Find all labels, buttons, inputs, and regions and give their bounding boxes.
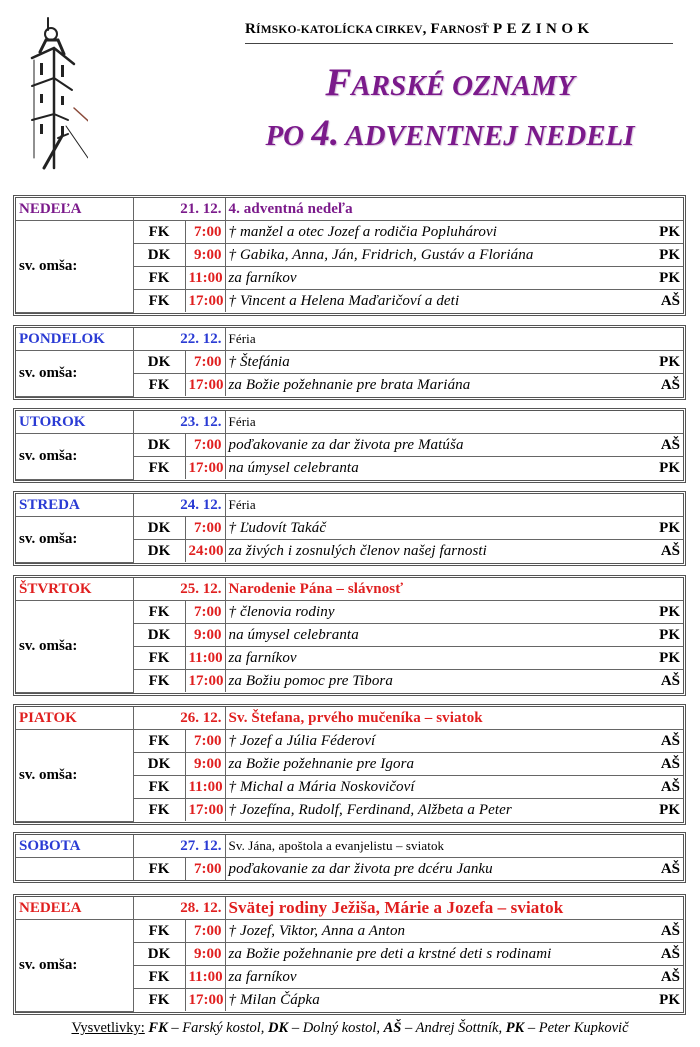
mass-location: DK: [133, 540, 185, 563]
mass-priest: AŠ: [655, 920, 683, 943]
mass-time: 17:00: [185, 989, 225, 1012]
day-table: [16, 411, 683, 480]
day-header-row: [16, 494, 683, 517]
mass-time: 9:00: [185, 624, 225, 647]
mass-time: 11:00: [185, 966, 225, 989]
day-date: 22. 12.: [133, 328, 225, 351]
mass-location: FK: [133, 457, 185, 480]
mass-label: sv. omša:: [16, 517, 133, 563]
mass-location: DK: [133, 624, 185, 647]
mass-row: [16, 920, 683, 943]
liturgical-day: 4. adventná nedeľa: [225, 198, 683, 221]
mass-priest: AŠ: [655, 776, 683, 799]
day-block: [13, 575, 686, 696]
mass-time: 11:00: [185, 267, 225, 290]
mass-priest: PK: [659, 459, 680, 476]
mass-label: [16, 858, 133, 881]
mass-location: FK: [133, 647, 185, 670]
mass-intention: † členovia rodiny: [225, 601, 655, 624]
mass-location: FK: [133, 858, 185, 881]
mass-time: 7:00: [185, 517, 225, 540]
mass-location: DK: [133, 244, 185, 267]
mass-time: 24:00: [185, 540, 225, 563]
day-name: PONDELOK: [16, 328, 133, 351]
day-name: SOBOTA: [16, 835, 133, 858]
mass-time: 7:00: [185, 351, 225, 374]
legend-abbr: AŠ: [383, 1020, 402, 1036]
day-name: NEDEĽA: [16, 897, 133, 920]
mass-priest: PK: [655, 601, 683, 624]
liturgical-day: Féria: [225, 328, 683, 351]
day-table: [16, 897, 683, 1012]
day-block: [13, 832, 686, 883]
mass-priest: AŠ: [655, 966, 683, 989]
mass-priest: PK: [659, 801, 680, 818]
day-header-row: [16, 707, 683, 730]
day-table: [16, 328, 683, 397]
mass-intention: poďakovanie za dar života pre Matúša: [225, 434, 655, 457]
day-name: UTOROK: [16, 411, 133, 434]
mass-row: [16, 601, 683, 624]
day-name: PIATOK: [16, 707, 133, 730]
legend-text: – Andrej Šottník,: [401, 1020, 506, 1036]
day-header-row: [16, 897, 683, 920]
mass-priest: AŠ: [655, 943, 683, 966]
legend-abbr: PK: [505, 1020, 525, 1036]
mass-location: FK: [133, 267, 185, 290]
mass-priest: AŠ: [660, 860, 680, 877]
mass-priest: PK: [655, 517, 683, 540]
legend-label: Vysvetlivky:: [71, 1020, 145, 1036]
mass-time: 7:00: [185, 434, 225, 457]
day-date: 26. 12.: [133, 707, 225, 730]
mass-location: FK: [133, 670, 185, 693]
mass-priest: PK: [655, 221, 683, 244]
mass-label: sv. omša:: [16, 730, 133, 822]
mass-row: [16, 858, 683, 881]
liturgical-day: Féria: [225, 411, 683, 434]
mass-time: 7:00: [185, 858, 225, 881]
day-name: NEDEĽA: [16, 198, 133, 221]
day-block: [13, 408, 686, 483]
day-table: [16, 578, 683, 693]
page-subtitle: PO 4. ADVENTNEJ NEDELI: [265, 113, 635, 154]
day-table: [16, 707, 683, 822]
day-table: [16, 835, 683, 880]
mass-location: FK: [133, 920, 185, 943]
mass-location: FK: [133, 290, 185, 313]
mass-intention: † Jozef a Júlia Féderoví: [225, 730, 655, 753]
mass-label: sv. omša:: [16, 221, 133, 313]
liturgical-day: Svätej rodiny Ježiša, Márie a Jozefa – sviatok: [225, 897, 683, 920]
mass-location: FK: [133, 776, 185, 799]
day-date: 28. 12.: [133, 897, 225, 920]
day-date: 24. 12.: [133, 494, 225, 517]
mass-location: FK: [133, 730, 185, 753]
mass-time: 9:00: [185, 753, 225, 776]
mass-location: FK: [133, 799, 185, 822]
mass-priest: AŠ: [655, 753, 683, 776]
mass-priest: AŠ: [660, 672, 680, 689]
mass-priest: AŠ: [660, 542, 680, 559]
mass-time: 9:00: [185, 244, 225, 267]
mass-location: DK: [133, 517, 185, 540]
mass-time: 7:00: [185, 601, 225, 624]
mass-intention: za farníkov: [225, 966, 655, 989]
legend-text: – Dolný kostol,: [288, 1020, 384, 1036]
day-header-row: [16, 198, 683, 221]
mass-time: 11:00: [185, 647, 225, 670]
legend: [0, 1020, 700, 1037]
mass-time: 7:00: [185, 221, 225, 244]
day-block: [13, 195, 686, 316]
mass-intention: na úmysel celebranta: [225, 624, 655, 647]
day-header-row: [16, 578, 683, 601]
church-tower-icon: [18, 8, 88, 178]
legend-text: – Farský kostol,: [167, 1020, 269, 1036]
church-header: RÍMSKO-KATOLÍCKA CIRKEV, FARNOSŤ PEZINOK: [245, 21, 594, 37]
mass-intention: † Štefánia: [225, 351, 655, 374]
mass-time: 17:00: [185, 457, 225, 480]
mass-priest: AŠ: [660, 376, 680, 393]
mass-intention: † Jozef, Viktor, Anna a Anton: [225, 920, 655, 943]
day-header-row: [16, 411, 683, 434]
liturgical-day: Sv. Štefana, prvého mučeníka – sviatok: [225, 707, 683, 730]
day-block: [13, 325, 686, 400]
liturgical-day: Féria: [225, 494, 683, 517]
mass-row: [16, 730, 683, 753]
header-divider: [245, 43, 673, 44]
mass-time: 9:00: [185, 943, 225, 966]
day-name: STREDA: [16, 494, 133, 517]
liturgical-day: Sv. Jána, apoštola a evanjelistu – sviatok: [225, 835, 683, 858]
mass-intention: † Gabika, Anna, Ján, Fridrich, Gustáv a Floriána: [225, 244, 655, 267]
mass-priest: PK: [659, 991, 680, 1008]
mass-intention: za Božie požehnanie pre brata Mariána: [225, 374, 655, 397]
parish-name: PEZINOK: [493, 21, 594, 37]
mass-location: FK: [133, 374, 185, 397]
day-date: 25. 12.: [133, 578, 225, 601]
mass-location: FK: [133, 221, 185, 244]
mass-time: 11:00: [185, 776, 225, 799]
page-title: FARSKÉ OZNAMY: [325, 61, 575, 104]
day-block: [13, 894, 686, 1015]
mass-priest: PK: [655, 624, 683, 647]
mass-intention: za farníkov: [225, 267, 655, 290]
legend-text: – Peter Kupkovič: [524, 1020, 629, 1036]
day-date: 27. 12.: [133, 835, 225, 858]
day-header-row: [16, 835, 683, 858]
mass-location: DK: [133, 434, 185, 457]
mass-intention: † Michal a Mária Noskovičoví: [225, 776, 655, 799]
mass-priest: PK: [655, 647, 683, 670]
mass-label: sv. omša:: [16, 351, 133, 397]
mass-intention: † Milan Čápka: [225, 989, 655, 1012]
day-date: 21. 12.: [133, 198, 225, 221]
mass-intention: za živých i zosnulých členov našej farnosti: [225, 540, 655, 563]
mass-time: 17:00: [185, 290, 225, 313]
mass-location: DK: [133, 943, 185, 966]
mass-row: [16, 351, 683, 374]
mass-time: 17:00: [185, 799, 225, 822]
mass-location: FK: [133, 989, 185, 1012]
liturgical-day: Narodenie Pána – slávnosť: [225, 578, 683, 601]
day-block: [13, 704, 686, 825]
day-table: [16, 494, 683, 563]
mass-intention: † Jozefína, Rudolf, Ferdinand, Alžbeta a Peter: [225, 799, 655, 822]
mass-time: 7:00: [185, 730, 225, 753]
mass-location: DK: [133, 753, 185, 776]
day-date: 23. 12.: [133, 411, 225, 434]
mass-intention: za Božiu pomoc pre Tibora: [225, 670, 655, 693]
mass-intention: za Božie požehnanie pre deti a krstné deti s rodinami: [225, 943, 655, 966]
mass-label: sv. omša:: [16, 601, 133, 693]
mass-row: [16, 517, 683, 540]
mass-row: [16, 434, 683, 457]
mass-location: DK: [133, 351, 185, 374]
mass-time: 17:00: [185, 670, 225, 693]
mass-intention: † Vincent a Helena Maďaričoví a deti: [225, 290, 655, 313]
mass-intention: na úmysel celebranta: [225, 457, 655, 480]
legend-abbr: DK: [268, 1020, 289, 1036]
mass-location: FK: [133, 601, 185, 624]
mass-time: 17:00: [185, 374, 225, 397]
mass-intention: † manžel a otec Jozef a rodičia Popluhárovi: [225, 221, 655, 244]
mass-priest: AŠ: [660, 292, 680, 309]
mass-priest: PK: [655, 267, 683, 290]
day-block: [13, 491, 686, 566]
mass-time: 7:00: [185, 920, 225, 943]
mass-priest: PK: [655, 244, 683, 267]
mass-intention: poďakovanie za dar života pre dcéru Janku: [225, 858, 655, 881]
mass-label: sv. omša:: [16, 434, 133, 480]
mass-priest: PK: [655, 351, 683, 374]
legend-abbr: FK: [148, 1020, 168, 1036]
mass-location: FK: [133, 966, 185, 989]
mass-intention: † Ľudovít Takáč: [225, 517, 655, 540]
mass-priest: AŠ: [655, 434, 683, 457]
mass-priest: AŠ: [655, 730, 683, 753]
day-name: ŠTVRTOK: [16, 578, 133, 601]
day-header-row: [16, 328, 683, 351]
mass-row: [16, 221, 683, 244]
mass-intention: za farníkov: [225, 647, 655, 670]
mass-intention: za Božie požehnanie pre Igora: [225, 753, 655, 776]
day-table: [16, 198, 683, 313]
mass-label: sv. omša:: [16, 920, 133, 1012]
